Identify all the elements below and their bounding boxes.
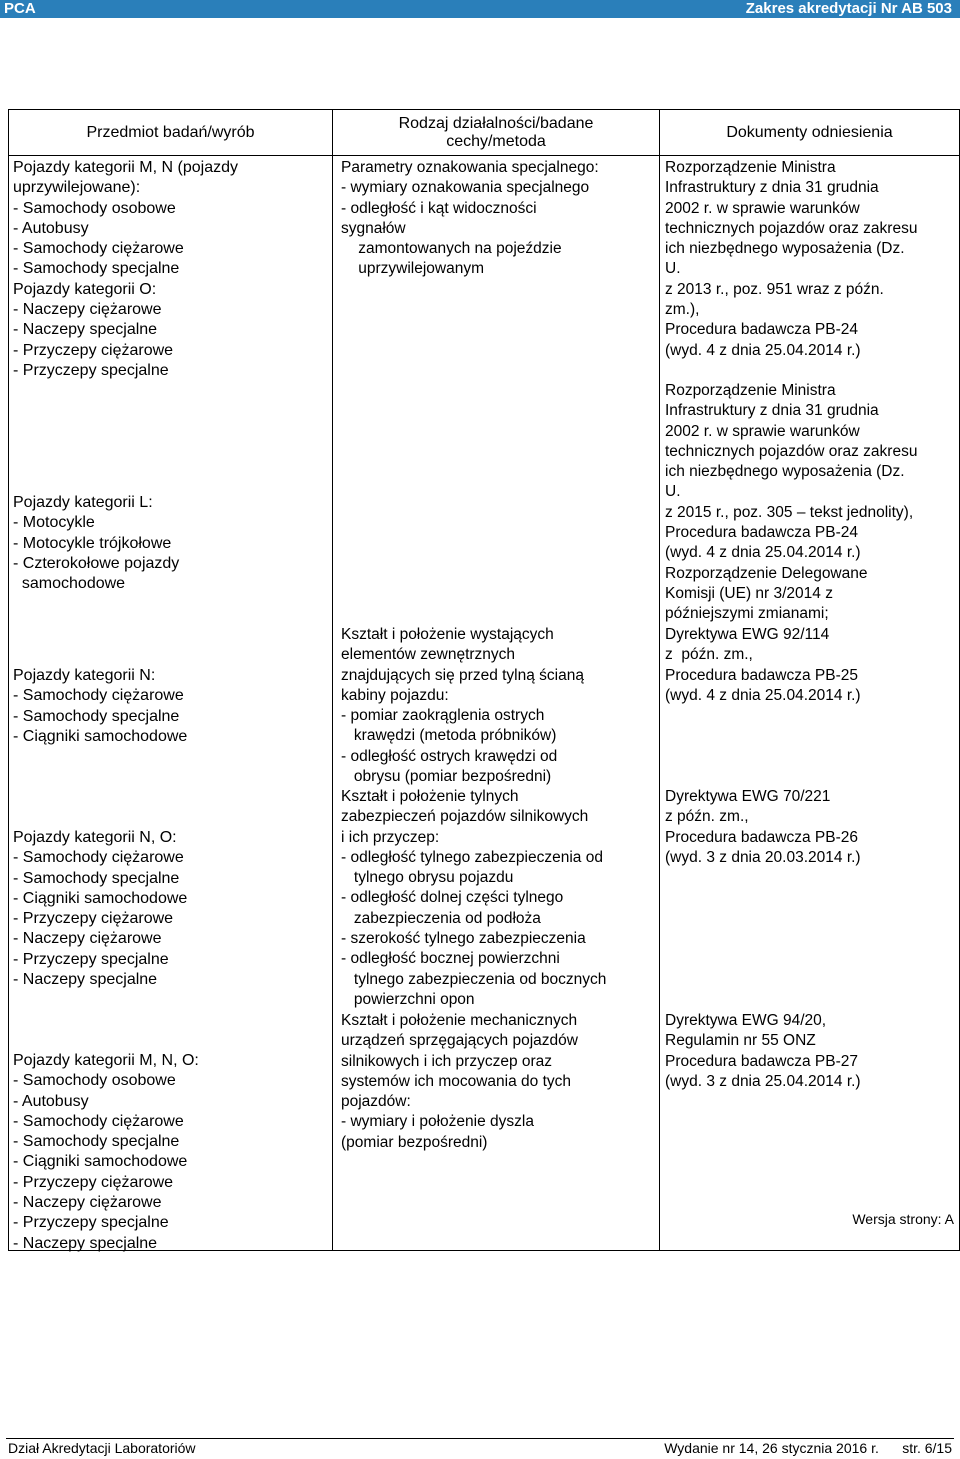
header-left-label: PCA <box>4 0 36 17</box>
footer-department: Dział Akredytacji Laboratoriów <box>8 1440 196 1456</box>
documents-block-4: Dyrektywa EWG 70/221 z późn. zm., Procedura badawcza PB-26 (wyd. 3 z dnia 20.03.2014 r.) <box>665 788 861 866</box>
header-right-label: Zakres akredytacji Nr AB 503 <box>745 0 952 17</box>
documents-block-2: Rozporządzenie Ministra Infrastruktury z dnia 31 grudnia 2002 r. w sprawie warunków technicznych pojazdów oraz zakresu ich niezbędnego wyposażenia (Dz. U. z 2015 r., poz. 305 – tekst jednolity), Procedura badawcza PB-24 (wyd. 4 z dnia 25.04.2014 r.) Rozporządzenie Delegowane Komisji (UE) nr 3/2014 z późniejszymi zmianami; <box>665 382 918 623</box>
subject-block-4: Pojazdy kategorii N, O: - Samochody ciężarowe - Samochody specjalne - Ciągniki samochodowe - Przyczepy ciężarowe - Naczepy ciężarowe - Przyczepy specjalne - Naczepy specjalne <box>13 829 188 989</box>
subject-block-1: Pojazdy kategorii M, N (pojazdy uprzywilejowane): - Samochody osobowe - Autobusy - Samochody ciężarowe - Samochody specjalne Pojazdy kategorii O: - Naczepy ciężarowe - Naczepy specjalne - Przyczepy ciężarowe - Przyczepy specjalne <box>13 159 238 379</box>
header-activity-label: Rodzaj działalności/badane cechy/metoda <box>398 114 594 150</box>
footer-divider <box>6 1438 954 1439</box>
table-header-row <box>9 110 960 156</box>
activity-cell <box>333 156 660 1251</box>
activity-block-3: Kształt i położenie tylnych zabezpieczeń pojazdów silnikowych i ich przyczep: - odległość tylnego zabezpieczenia od tylnego obrysu pojazdu - odległość dolnej części tylnego zabezpieczenia od podłoża - szerokość tylnego zabezpieczenia - odległość bocznej powierzchni tylnego zabezpieczenia od bocznych powierzchni opon <box>341 788 607 1008</box>
header-documents: Dokumenty odniesienia <box>660 110 960 156</box>
subject-cell <box>9 156 333 1251</box>
activity-block-4: Kształt i położenie mechanicznych urządzeń sprzęgających pojazdów silnikowych i ich przyczep oraz systemów ich mocowania do tych pojazdów: - wymiary i położenie dyszla (pomiar bezpośredni) <box>341 1012 578 1151</box>
accreditation-table <box>8 109 960 1251</box>
page-version: Wersja strony: A <box>852 1211 954 1227</box>
activity-block-2: Kształt i położenie wystających elementów zewnętrznych znajdujących się przed tylną ścianą kabiny pojazdu: - pomiar zaokrąglenia ostrych krawędzi (metoda próbników) - odległość ostrych krawędzi od obrysu (pomiar bezpośredni) <box>341 626 584 786</box>
header-activity <box>333 110 660 156</box>
table-row <box>9 156 960 1251</box>
documents-block-5: Dyrektywa EWG 94/20, Regulamin nr 55 ONZ Procedura badawcza PB-27 (wyd. 3 z dnia 25.04.2014 r.) <box>665 1012 861 1090</box>
subject-block-3: Pojazdy kategorii N: - Samochody ciężarowe - Samochody specjalne - Ciągniki samochodowe <box>13 667 188 745</box>
subject-block-5: Pojazdy kategorii M, N, O: - Samochody osobowe - Autobusy - Samochody ciężarowe - Samochody specjalne - Ciągniki samochodowe - Przyczepy ciężarowe - Naczepy ciężarowe - Przyczepy specjalne - Naczepy specjalne <box>13 1052 199 1252</box>
activity-block-1: Parametry oznakowania specjalnego: - wymiary oznakowania specjalnego - odległość i kąt widoczności sygnałów zamontowanych na pojeździe uprzywilejowanym <box>341 159 599 278</box>
documents-block-3: Dyrektywa EWG 92/114 z późn. zm., Procedura badawcza PB-25 (wyd. 4 z dnia 25.04.2014 r.) <box>665 626 861 704</box>
documents-block-1: Rozporządzenie Ministra Infrastruktury z dnia 31 grudnia 2002 r. w sprawie warunków technicznych pojazdów oraz zakresu ich niezbędnego wyposażenia (Dz. U. z 2013 r., poz. 951 wraz z późn. zm.), Procedura badawcza PB-24 (wyd. 4 z dnia 25.04.2014 r.) <box>665 159 918 359</box>
header-subject: Przedmiot badań/wyrób <box>9 110 333 156</box>
subject-block-2: Pojazdy kategorii L: - Motocykle - Motocykle trójkołowe - Czterokołowe pojazdy samochodowe <box>13 494 180 593</box>
documents-cell <box>660 156 960 1251</box>
footer-edition: Wydanie nr 14, 26 stycznia 2016 r. str. 6/15 <box>664 1440 952 1456</box>
header-bar <box>0 0 960 18</box>
